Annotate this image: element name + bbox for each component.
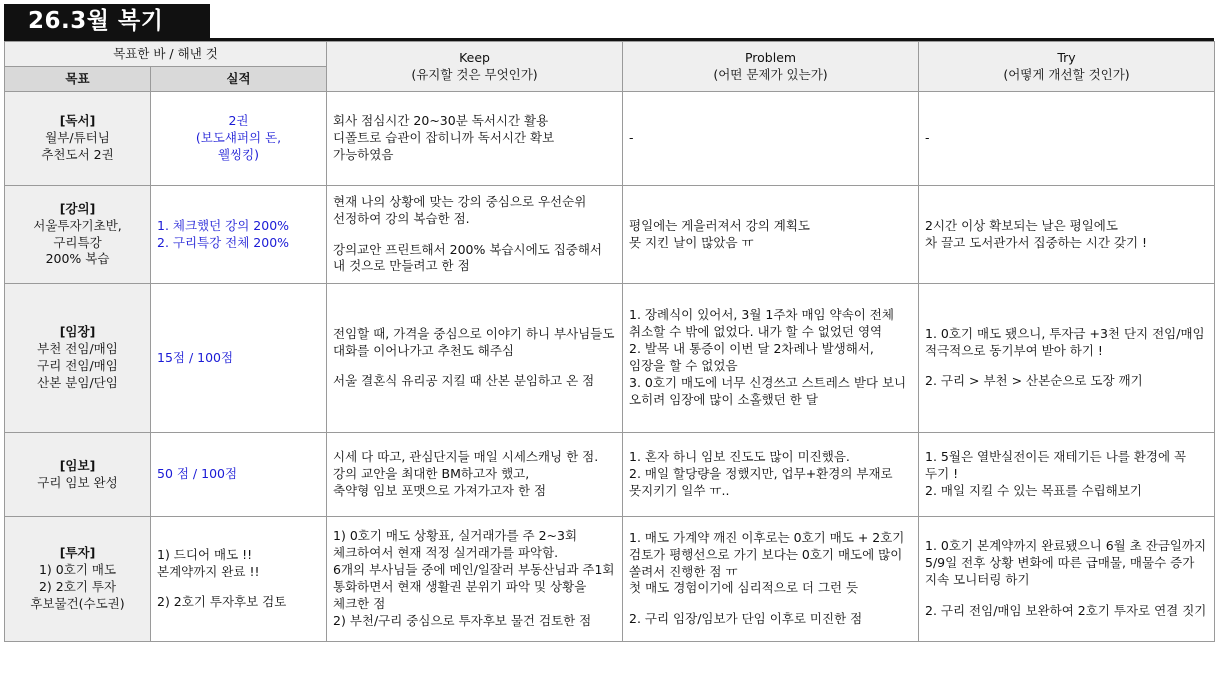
table-row — [5, 433, 1215, 517]
goal-result-group-header: 목표한 바 / 해낸 것 — [5, 42, 327, 67]
try-cell — [919, 517, 1215, 642]
table-row — [5, 517, 1215, 642]
result-cell — [151, 517, 327, 642]
result-line: 1. 체크했던 강의 200% — [157, 217, 290, 233]
goal-title: [임보] — [59, 457, 96, 473]
keep-cell — [327, 284, 623, 433]
result-cell — [151, 186, 327, 284]
problem-subtitle: (어떤 문제가 있는가) — [713, 66, 828, 82]
problem-line: 2. 발목 내 통증이 이번 달 2차례나 발생해서, 임장을 할 수 없었음 — [629, 341, 874, 373]
try-header — [919, 42, 1215, 92]
keep-line: 6개의 부사님들 중에 메인/일잘러 부동산님과 주1회 통화하면서 현재 생활권 분위기 파악 및 상황을 체크한 점 — [333, 562, 615, 611]
line-gap — [157, 580, 320, 594]
goal-title: [독서] — [59, 113, 96, 129]
problem-line: 3. 0호기 매도에 너무 신경쓰고 스트레스 받다 보니 오히려 임장에 많이 소홀했던 한 달 — [629, 374, 907, 407]
table-row — [5, 186, 1215, 284]
line-gap — [333, 228, 616, 242]
goal-line: 부천 전임/매임 — [37, 341, 118, 357]
problem-line: 1. 매도 가계약 깨진 이후로는 0호기 매도 + 2호기 검토가 평행선으로 가기 보다는 0호기 매도에 많이 쏠려서 진행한 점 ㅠ — [629, 529, 905, 579]
try-line: 1. 5월은 열반실전이든 재테기든 나를 환경에 꼭 두기 ! — [925, 449, 1187, 482]
result-line: 웰씽킹) — [217, 146, 260, 162]
goal-cell — [5, 433, 151, 517]
goal-title: [임장] — [59, 324, 96, 340]
result-cell — [151, 284, 327, 433]
keep-line: 강의 교안을 최대한 BM하고자 했고, — [333, 466, 530, 482]
keep-line: 시세 다 따고, 관심단지들 매일 시세스캐닝 한 점. — [333, 449, 599, 465]
goal-line: 구리특강 — [53, 234, 102, 250]
problem-title: Problem — [744, 49, 797, 65]
try-cell — [919, 433, 1215, 517]
goal-cell — [5, 92, 151, 186]
result-line: 2권 — [228, 113, 249, 129]
result-line: 본계약까지 완료 !! — [157, 563, 260, 579]
try-line: 1. 0호기 본계약까지 완료됐으니 6월 초 잔금일까지 5/9일 전후 상황 변화에 따른 급매물, 매물수 증가 지속 모니터링 하기 — [925, 538, 1207, 587]
goal-line: 200% 복습 — [45, 251, 110, 267]
goal-line: 월부/튜터님 — [45, 130, 110, 146]
keep-line: 현재 나의 상황에 맞는 강의 중심으로 우선순위 선정하여 강의 복습한 점. — [333, 193, 587, 226]
problem-line: 못 지킨 날이 많았음 ㅠ — [629, 234, 754, 250]
result-cell — [151, 92, 327, 186]
try-title: Try — [1057, 49, 1076, 65]
result-line: 15점 / 100점 — [157, 349, 234, 365]
goal-line: 2) 2호기 투자 — [38, 579, 117, 594]
keep-header — [327, 42, 623, 92]
problem-line: 2. 구리 임장/임보가 단임 이후로 미진한 점 — [629, 611, 863, 627]
table-row — [5, 284, 1215, 433]
result-line: 1) 드디어 매도 !! — [157, 546, 253, 562]
try-cell — [919, 284, 1215, 433]
problem-cell — [623, 92, 919, 186]
result-line: 2) 2호기 투자후보 검토 — [157, 594, 287, 610]
keep-cell — [327, 517, 623, 642]
try-line: 2. 매일 지킬 수 있는 목표를 수립해보기 — [925, 482, 1142, 498]
problem-line: 2. 매일 할당량을 정했지만, 업무+환경의 부재로 못지키기 일쑤 ㅠ.. — [629, 466, 893, 498]
try-line: 2. 구리 전임/매임 보완하여 2호기 투자로 연결 짓기 — [925, 602, 1207, 618]
problem-cell — [623, 284, 919, 433]
keep-line: 디폴트로 습관이 잡히니까 독서시간 확보 가능하였음 — [333, 130, 555, 162]
try-cell — [919, 186, 1215, 284]
result-line: (보도섀퍼의 돈, — [195, 130, 282, 146]
keep-title: Keep — [459, 49, 490, 65]
goal-line: 구리 임보 완성 — [37, 474, 118, 490]
result-cell — [151, 433, 327, 517]
try-line: 2. 구리 > 부천 > 산본순으로 도장 깨기 — [925, 373, 1143, 389]
problem-cell — [623, 433, 919, 517]
goal-column-header: 목표 — [5, 67, 151, 92]
result-line: 50 점 / 100점 — [157, 466, 238, 482]
goal-title: [투자] — [59, 545, 96, 561]
problem-line: 평일에는 게을러져서 강의 계획도 — [629, 217, 810, 233]
problem-line: 첫 매도 경험이기에 심리적으로 더 그런 듯 — [629, 580, 859, 596]
goal-line: 산본 분임/단임 — [37, 374, 118, 390]
keep-cell — [327, 433, 623, 517]
keep-line: 서울 결혼식 유리공 지킬 때 산본 분임하고 온 점 — [333, 373, 595, 389]
keep-line: 1) 0호기 매도 상황표, 실거래가를 주 2~3회 체크하여서 현재 적정 실거래가를 파악함. — [333, 528, 578, 561]
goal-cell — [5, 186, 151, 284]
keep-cell — [327, 92, 623, 186]
line-gap — [629, 597, 912, 611]
goal-title: [강의] — [59, 200, 96, 216]
keep-line: 전임할 때, 가격을 중심으로 이야기 하니 부사님들도 대화를 이어나가고 추천도 해주심 — [333, 325, 615, 358]
goal-line: 추천도서 2권 — [41, 146, 114, 162]
try-line: 2시간 이상 확보되는 날은 평일에도 — [925, 217, 1118, 233]
goal-cell — [5, 284, 151, 433]
try-cell — [919, 92, 1215, 186]
problem-line: 1. 혼자 하니 임보 진도도 많이 미진했음. — [629, 449, 850, 465]
line-gap — [925, 359, 1208, 373]
page-title: 26.3월 복기 — [4, 4, 210, 38]
problem-line: - — [629, 130, 634, 146]
goal-line: 구리 전임/매임 — [37, 358, 118, 373]
goal-cell — [5, 517, 151, 642]
problem-cell — [623, 186, 919, 284]
keep-line: 강의교안 프린트해서 200% 복습시에도 집중해서 내 것으로 만들려고 한 점 — [333, 241, 602, 274]
keep-line: 회사 점심시간 20~30분 독서시간 활용 — [333, 113, 549, 129]
result-line: 2. 구리특강 전체 200% — [157, 234, 290, 250]
try-line: - — [925, 130, 930, 146]
try-line: 1. 0호기 매도 됐으니, 투자금 +3천 단지 전임/매임 적극적으로 동기부여 받아 하기 ! — [925, 325, 1205, 358]
try-line: 차 끌고 도서관가서 집중하는 시간 갖기 ! — [925, 234, 1148, 250]
line-gap — [925, 589, 1208, 603]
goal-line: 서울투자기초반, — [33, 217, 122, 233]
line-gap — [333, 359, 616, 373]
try-subtitle: (어떻게 개선할 것인가) — [1003, 66, 1130, 82]
problem-header — [623, 42, 919, 92]
table-row — [5, 92, 1215, 186]
problem-line: 1. 장례식이 있어서, 3월 1주차 매임 약속이 전체 취소할 수 밖에 없었다. 내가 할 수 없었던 영역 — [629, 307, 894, 340]
keep-line: 축약형 임보 포맷으로 가져가고자 한 점 — [333, 482, 547, 498]
problem-cell — [623, 517, 919, 642]
keep-line: 2) 부천/구리 중심으로 투자후보 물건 검토한 점 — [333, 612, 592, 628]
goal-line: 후보물건(수도권) — [30, 595, 125, 611]
keep-cell — [327, 186, 623, 284]
kpt-table — [4, 41, 1215, 642]
keep-subtitle: (유지할 것은 무엇인가) — [411, 66, 538, 82]
result-column-header: 실적 — [151, 67, 327, 92]
goal-line: 1) 0호기 매도 — [38, 562, 117, 578]
